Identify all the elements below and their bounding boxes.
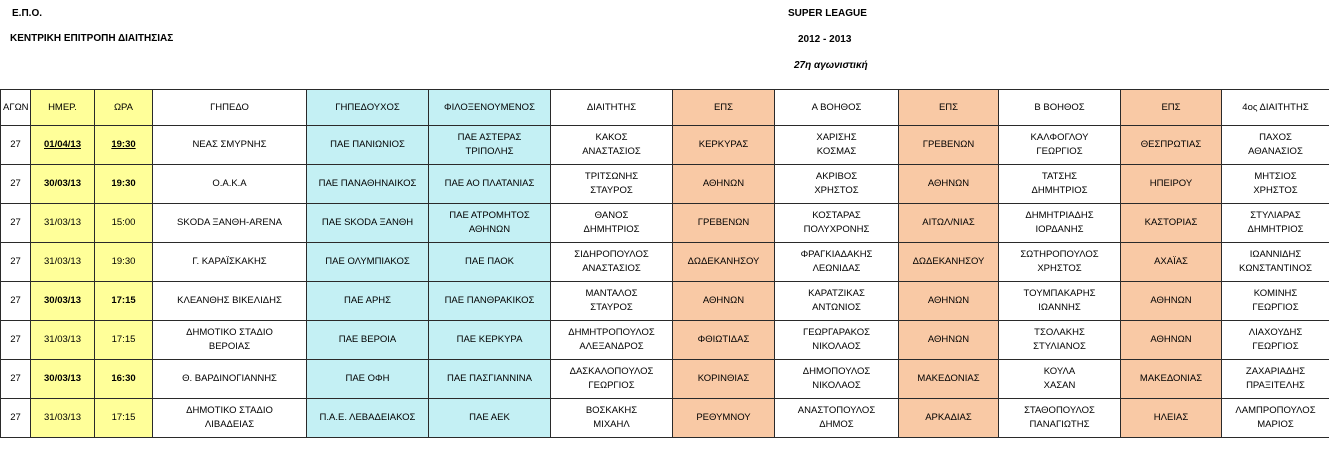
referee-eps-cell (673, 243, 775, 282)
home-team-cell (307, 165, 429, 204)
assistant1-line: ΧΡΗΣΤΟΣ (814, 185, 859, 196)
date-line: 31/03/13 (44, 412, 81, 424)
away-team-line: ΠΑΕ ΠΑΣΓΙΑΝΝΙΝΑ (446, 373, 532, 385)
home-team-line: ΠΑΕ ΟΛΥΜΠΙΑΚΟΣ (325, 256, 410, 268)
referee-eps-line: ΓΡΕΒΕΝΩΝ (697, 217, 750, 229)
fourth-official-line: ΑΘΑΝΑΣΙΟΣ (1248, 146, 1303, 157)
away-team-line: ΠΑΕ ΠΑΝΘΡΑΚΙΚΟΣ (444, 295, 535, 307)
referee-eps-cell (673, 360, 775, 399)
assistant1-eps-cell (899, 243, 999, 282)
assistant2-line: ΓΕΩΡΓΙΟΣ (1036, 146, 1083, 157)
table-row (1, 321, 1329, 360)
fourth-official-line: ΜΗΤΣΙΟΣ (1254, 171, 1297, 183)
home-team-line: ΠΑΕ ΠΑΝΙΩΝΙΟΣ (330, 139, 405, 151)
fourth-official-cell (1222, 126, 1329, 165)
home-team-line: ΠΑΕ ΠΑΝΑΘΗΝΑΙΚΟΣ (318, 178, 417, 190)
assistant1-eps-line: ΑΡΚΑΔΙΑΣ (925, 412, 972, 424)
away-team-line: ΠΑΕ ΑΣΤΕΡΑΣ (457, 132, 522, 144)
time-line: 17:15 (111, 412, 136, 424)
referee-eps-cell (673, 321, 775, 360)
assistant1-line: ΝΙΚΟΛΑΟΣ (812, 341, 861, 352)
table-row (1, 399, 1329, 438)
assistant2-eps-cell (1121, 399, 1222, 438)
time-line: 17:15 (111, 295, 136, 307)
round-cell (1, 204, 31, 243)
date-cell (31, 126, 95, 165)
assistant2-eps-cell (1121, 243, 1222, 282)
date-cell (31, 243, 95, 282)
fourth-official-line: ΙΩΑΝΝΙΔΗΣ (1249, 249, 1302, 261)
table-row (1, 360, 1329, 399)
round-cell (1, 126, 31, 165)
assistant2-line: ΤΣΟΛΑΚΗΣ (1034, 327, 1085, 339)
away-team-cell (429, 360, 551, 399)
home-team-line: ΠΑΕ SKODA ΞΑΝΘΗ (321, 217, 414, 229)
assistant1-eps-line: ΑΘΗΝΩΝ (927, 178, 970, 190)
header-away-team: ΦΙΛΟΞΕΝΟΥΜΕΝΟΣ (429, 90, 551, 126)
assistant2-cell (999, 126, 1121, 165)
assistant2-eps-cell (1121, 204, 1222, 243)
time-cell (95, 321, 153, 360)
round-line: 27 (10, 412, 21, 424)
assistant2-cell (999, 399, 1121, 438)
time-cell (95, 126, 153, 165)
table-row (1, 126, 1329, 165)
assistant2-eps-line: ΗΛΕΙΑΣ (1153, 412, 1189, 424)
assistant1-line: ΔΗΜΟΣ (819, 419, 854, 430)
home-team-cell (307, 399, 429, 438)
away-team-cell (429, 243, 551, 282)
assistant2-eps-cell (1121, 126, 1222, 165)
referee-eps-line: ΡΕΘΥΜΝΟΥ (696, 412, 751, 424)
fourth-official-line: ΜΑΡΙΟΣ (1257, 419, 1294, 430)
date-line: 31/03/13 (44, 256, 81, 268)
assistant1-line: ΑΝΑΣΤΟΠΟΥΛΟΣ (797, 405, 876, 417)
referee-eps-line: ΚΟΡΙΝΘΙΑΣ (697, 373, 750, 385)
round-line: 27 (10, 217, 21, 229)
stadium-cell (153, 360, 307, 399)
table-row (1, 243, 1329, 282)
round-cell (1, 165, 31, 204)
header-referee: ΔΙΑΙΤΗΤΗΣ (551, 90, 673, 126)
referee-cell (551, 399, 673, 438)
fourth-official-cell (1222, 321, 1329, 360)
assistant1-cell (775, 204, 899, 243)
assistant1-eps-line: ΔΩΔΕΚΑΝΗΣΟΥ (912, 256, 985, 268)
assistant1-cell (775, 165, 899, 204)
referee-eps-line: ΑΘΗΝΩΝ (702, 295, 745, 307)
away-team-cell (429, 321, 551, 360)
referee-cell (551, 282, 673, 321)
away-team-cell (429, 204, 551, 243)
time-line: 19:30 (111, 139, 136, 151)
assistant2-cell (999, 204, 1121, 243)
referee-line: ΤΡΙΤΣΩΝΗΣ (584, 171, 639, 183)
time-line: 15:00 (111, 217, 136, 229)
referee-line: ΑΝΑΣΤΑΣΙΟΣ (582, 146, 641, 157)
stadium-line: ΝΕΑΣ ΣΜΥΡΝΗΣ (192, 139, 267, 151)
round-line: 27 (10, 139, 21, 151)
referee-line: ΔΗΜΗΤΡΟΠΟΥΛΟΣ (568, 327, 655, 339)
fourth-official-cell (1222, 243, 1329, 282)
assistant2-eps-cell (1121, 282, 1222, 321)
referee-line: ΑΛΕΞΑΝΔΡΟΣ (579, 341, 644, 352)
header-date: ΗΜΕΡ. (31, 90, 95, 126)
referee-line: ΚΑΚΟΣ (595, 132, 628, 144)
away-team-line: ΠΑΕ ΑΟ ΠΛΑΤΑΝΙΑΣ (444, 178, 535, 190)
assistant2-eps-line: ΗΠΕΙΡΟΥ (1149, 178, 1193, 190)
assistant2-eps-line: ΑΘΗΝΩΝ (1150, 295, 1192, 307)
date-cell (31, 399, 95, 438)
referee-eps-line: ΚΕΡΚΥΡΑΣ (698, 139, 749, 151)
round-line: 27 (10, 334, 21, 346)
referee-cell (551, 204, 673, 243)
stadium-cell (153, 165, 307, 204)
away-team-line: ΠΑΕ ΑΤΡΟΜΗΤΟΣ (449, 210, 530, 222)
header-fourth-official: 4ος ΔΙΑΙΤΗΤΗΣ (1222, 90, 1329, 126)
assistant2-line: ΤΟΥΜΠΑΚΑΡΗΣ (1023, 288, 1096, 300)
referee-eps-line: ΦΘΙΩΤΙΔΑΣ (697, 334, 750, 346)
home-team-cell (307, 360, 429, 399)
assistant2-cell (999, 243, 1121, 282)
stadium-line: ΔΗΜΟΤΙΚΟ ΣΤΑΔΙΟ (186, 405, 273, 417)
time-cell (95, 165, 153, 204)
assistant1-cell (775, 399, 899, 438)
assistant1-eps-cell (899, 360, 999, 399)
assistant2-line: ΧΑΣΑΝ (1043, 380, 1076, 391)
fourth-official-line: ΓΕΩΡΓΙΟΣ (1252, 302, 1299, 313)
assistant2-eps-cell (1121, 321, 1222, 360)
referee-cell (551, 165, 673, 204)
assistant1-cell (775, 126, 899, 165)
time-line: 19:30 (111, 256, 136, 268)
stadium-cell (153, 126, 307, 165)
assistant2-cell (999, 282, 1121, 321)
date-line: 30/03/13 (44, 178, 81, 190)
assistant1-eps-line: ΑΘΗΝΩΝ (927, 334, 970, 346)
assistant2-cell (999, 321, 1121, 360)
assistant2-line: ΚΟΥΛΑ (1043, 366, 1076, 378)
date-line: 01/04/13 (44, 139, 81, 151)
header-assistant2: Β ΒΟΗΘΟΣ (999, 90, 1121, 126)
fourth-official-cell (1222, 165, 1329, 204)
referee-line: ΒΟΣΚΑΚΗΣ (585, 405, 638, 417)
away-team-line: ΑΘΗΝΩΝ (468, 224, 511, 235)
home-team-line: ΠΑΕ ΑΡΗΣ (343, 295, 392, 307)
time-cell (95, 204, 153, 243)
away-team-cell (429, 282, 551, 321)
referee-line: ΣΤΑΥΡΟΣ (590, 302, 633, 313)
referee-eps-cell (673, 126, 775, 165)
header-assistant2-eps: ΕΠΣ (1121, 90, 1222, 126)
assistant2-eps-line: ΘΕΣΠΡΩΤΙΑΣ (1140, 139, 1202, 151)
assistant1-eps-cell (899, 126, 999, 165)
round-cell (1, 243, 31, 282)
fourth-official-line: ΓΕΩΡΓΙΟΣ (1252, 341, 1299, 352)
assistant2-eps-line: ΜΑΚΕΔΟΝΙΑΣ (1139, 373, 1203, 385)
away-team-cell (429, 399, 551, 438)
time-cell (95, 360, 153, 399)
stadium-cell (153, 399, 307, 438)
assistant2-line: ΧΡΗΣΤΟΣ (1037, 263, 1082, 274)
assistant2-line: ΣΤΑΘΟΠΟΥΛΟΣ (1024, 405, 1095, 417)
away-team-line: ΠΑΕ ΑΕΚ (469, 412, 510, 424)
home-team-cell (307, 243, 429, 282)
assistant1-line: ΔΗΜΟΠΟΥΛΟΣ (802, 366, 871, 378)
assistant1-line: ΠΟΛΥΧΡΟΝΗΣ (803, 224, 870, 235)
referee-cell (551, 126, 673, 165)
assistant2-line: ΣΤΥΛΙΑΝΟΣ (1033, 341, 1086, 352)
assistant1-eps-line: ΑΙΤΩΛ/ΝΙΑΣ (922, 217, 975, 229)
header-assistant1-eps: ΕΠΣ (899, 90, 999, 126)
stadium-cell (153, 243, 307, 282)
assistant1-line: ΚΟΣΤΑΡΑΣ (812, 210, 861, 222)
fourth-official-line: ΚΟΜΙΝΗΣ (1253, 288, 1298, 300)
referee-line: ΣΙΔΗΡΟΠΟΥΛΟΣ (574, 249, 649, 261)
referee-cell (551, 243, 673, 282)
assistant2-line: ΚΑΛΦΟΓΛΟΥ (1030, 132, 1089, 144)
assistant1-eps-cell (899, 204, 999, 243)
time-cell (95, 282, 153, 321)
assistant2-cell (999, 165, 1121, 204)
round-line: 27 (10, 373, 21, 385)
away-team-line: ΤΡΙΠΟΛΗΣ (465, 146, 514, 157)
referee-line: ΓΕΩΡΓΙΟΣ (588, 380, 635, 391)
league-title: SUPER LEAGUE (788, 8, 867, 19)
assistant1-cell (775, 321, 899, 360)
referee-cell (551, 321, 673, 360)
assistant2-cell (999, 360, 1121, 399)
assistant1-line: ΦΡΑΓΚΙΑΔΑΚΗΣ (800, 249, 873, 261)
assistant2-line: ΙΩΑΝΝΗΣ (1038, 302, 1081, 313)
table-header-row (1, 90, 1329, 126)
assistant1-eps-cell (899, 321, 999, 360)
referee-eps-cell (673, 399, 775, 438)
round-cell (1, 282, 31, 321)
referee-eps-cell (673, 282, 775, 321)
home-team-line: ΠΑΕ ΒΕΡΟΙΑ (338, 334, 397, 346)
away-team-cell (429, 165, 551, 204)
referee-eps-cell (673, 204, 775, 243)
referee-line: ΑΝΑΣΤΑΣΙΟΣ (582, 263, 641, 274)
fourth-official-line: ΧΡΗΣΤΟΣ (1253, 185, 1298, 196)
stadium-line: ΚΛΕΑΝΘΗΣ ΒΙΚΕΛΙΔΗΣ (177, 295, 282, 307)
away-team-line: ΠΑΕ ΠΑΟΚ (465, 256, 514, 268)
round-cell (1, 321, 31, 360)
assistant2-eps-line: ΑΧΑΪΑΣ (1154, 256, 1188, 268)
assistant1-eps-cell (899, 282, 999, 321)
date-cell (31, 321, 95, 360)
referee-line: ΔΑΣΚΑΛΟΠΟΥΛΟΣ (569, 366, 654, 378)
assistant1-line: ΑΝΤΩΝΙΟΣ (812, 302, 861, 313)
away-team-cell (429, 126, 551, 165)
home-team-cell (307, 321, 429, 360)
assistant2-eps-line: ΚΑΣΤΟΡΙΑΣ (1144, 217, 1198, 229)
table-row (1, 282, 1329, 321)
header-referee-eps: ΕΠΣ (673, 90, 775, 126)
round-cell (1, 360, 31, 399)
fourth-official-line: ΠΡΑΞΙΤΕΛΗΣ (1246, 380, 1305, 391)
stadium-cell (153, 204, 307, 243)
header-round: ΑΓΩΝ (1, 90, 31, 126)
time-cell (95, 399, 153, 438)
time-line: 16:30 (111, 373, 136, 385)
assistant2-eps-cell (1121, 360, 1222, 399)
date-line: 30/03/13 (44, 373, 81, 385)
assistant2-line: ΔΗΜΗΤΡΙΑΔΗΣ (1025, 210, 1094, 222)
round-cell (1, 399, 31, 438)
stadium-line: ΛΙΒΑΔΕΙΑΣ (204, 419, 255, 430)
fourth-official-line: ΠΑΧΟΣ (1259, 132, 1292, 144)
assistant1-eps-line: ΑΘΗΝΩΝ (927, 295, 970, 307)
referee-line: ΣΤΑΥΡΟΣ (590, 185, 633, 196)
stadium-line: Γ. ΚΑΡΑΪΣΚΑΚΗΣ (192, 256, 267, 268)
home-team-line: ΠΑΕ ΟΦΗ (345, 373, 390, 385)
assistant1-cell (775, 243, 899, 282)
stadium-line: SKODA ΞΑΝΘΗ-ARENA (177, 217, 282, 229)
committee-title: ΚΕΝΤΡΙΚΗ ΕΠΙΤΡΟΠΗ ΔΙΑΙΤΗΣΙΑΣ (10, 33, 174, 44)
assistant2-eps-line: ΑΘΗΝΩΝ (1150, 334, 1192, 346)
home-team-line: Π.Α.Ε. ΛΕΒΑΔΕΙΑΚΟΣ (319, 412, 416, 424)
fixtures-table (0, 89, 1329, 438)
date-line: 31/03/13 (44, 217, 81, 229)
assistant2-line: ΤΑΤΣΗΣ (1041, 171, 1078, 183)
referee-eps-line: ΔΩΔΕΚΑΝΗΣΟΥ (687, 256, 760, 268)
round-label: 27η αγωνιστική (794, 60, 868, 71)
assistant2-line: ΔΗΜΗΤΡΙΟΣ (1031, 185, 1088, 196)
date-cell (31, 360, 95, 399)
round-line: 27 (10, 256, 21, 268)
header-assistant1: Α ΒΟΗΘΟΣ (775, 90, 899, 126)
fourth-official-line: ΣΤΥΛΙΑΡΑΣ (1250, 210, 1301, 222)
round-line: 27 (10, 178, 21, 190)
assistant1-eps-line: ΜΑΚΕΔΟΝΙΑΣ (917, 373, 980, 385)
referee-cell (551, 360, 673, 399)
date-line: 31/03/13 (44, 334, 81, 346)
assistant2-line: ΣΩΤΗΡΟΠΟΥΛΟΣ (1020, 249, 1099, 261)
stadium-line: Ο.Α.Κ.Α (212, 178, 247, 190)
fourth-official-line: ΖΑΧΑΡΙΑΔΗΣ (1245, 366, 1306, 378)
stadium-line: ΔΗΜΟΤΙΚΟ ΣΤΑΔΙΟ (186, 327, 273, 339)
org-title: Ε.Π.Ο. (12, 8, 43, 19)
assistant1-line: ΛΕΩΝΙΔΑΣ (812, 263, 861, 274)
assistant1-line: ΓΕΩΡΓΑΡΑΚΟΣ (803, 327, 870, 339)
round-line: 27 (10, 295, 21, 307)
assistant1-eps-cell (899, 399, 999, 438)
time-line: 17:15 (111, 334, 136, 346)
stadium-cell (153, 282, 307, 321)
home-team-cell (307, 204, 429, 243)
fourth-official-cell (1222, 282, 1329, 321)
referee-line: ΜΑΝΤΑΛΟΣ (585, 288, 638, 300)
table-row (1, 165, 1329, 204)
fourth-official-line: ΛΙΑΧΟΥΔΗΣ (1248, 327, 1303, 339)
header-stadium: ΓΗΠΕΔΟ (153, 90, 307, 126)
assistant1-line: ΚΟΣΜΑΣ (816, 146, 857, 157)
assistant1-cell (775, 282, 899, 321)
date-cell (31, 282, 95, 321)
stadium-cell (153, 321, 307, 360)
assistant1-line: ΧΑΡΙΣΗΣ (816, 132, 857, 144)
header-time: ΩΡΑ (95, 90, 153, 126)
stadium-line: ΒΕΡΟΙΑΣ (208, 341, 251, 352)
date-cell (31, 204, 95, 243)
date-cell (31, 165, 95, 204)
referee-line: ΜΙΧΑΗΛ (593, 419, 630, 430)
fourth-official-line: ΚΩΝΣΤΑΝΤΙΝΟΣ (1238, 263, 1313, 274)
assistant1-cell (775, 360, 899, 399)
home-team-cell (307, 126, 429, 165)
assistant2-line: ΙΟΡΔΑΝΗΣ (1035, 224, 1084, 235)
time-cell (95, 243, 153, 282)
table-row (1, 204, 1329, 243)
fourth-official-line: ΛΑΜΠΡΟΠΟΥΛΟΣ (1235, 405, 1316, 417)
referee-line: ΔΗΜΗΤΡΙΟΣ (583, 224, 640, 235)
assistant1-eps-cell (899, 165, 999, 204)
assistant2-eps-cell (1121, 165, 1222, 204)
assistant2-line: ΠΑΝΑΓΙΩΤΗΣ (1029, 419, 1090, 430)
away-team-line: ΠΑΕ ΚΕΡΚΥΡΑ (456, 334, 523, 346)
season-label: 2012 - 2013 (798, 34, 852, 45)
assistant1-line: ΚΑΡΑΤΖΙΚΑΣ (808, 288, 865, 300)
fourth-official-line: ΔΗΜΗΤΡΙΟΣ (1247, 224, 1304, 235)
fourth-official-cell (1222, 204, 1329, 243)
time-line: 19:30 (111, 178, 136, 190)
referee-eps-line: ΑΘΗΝΩΝ (702, 178, 745, 190)
date-line: 30/03/13 (44, 295, 81, 307)
referee-line: ΘΑΝΟΣ (594, 210, 629, 222)
fourth-official-cell (1222, 360, 1329, 399)
header-home-team: ΓΗΠΕΔΟΥΧΟΣ (307, 90, 429, 126)
assistant1-line: ΝΙΚΟΛΑΟΣ (812, 380, 861, 391)
referee-eps-cell (673, 165, 775, 204)
assistant1-eps-line: ΓΡΕΒΕΝΩΝ (922, 139, 975, 151)
stadium-line: Θ. ΒΑΡΔΙΝΟΓΙΑΝΝΗΣ (182, 373, 277, 385)
fourth-official-cell (1222, 399, 1329, 438)
home-team-cell (307, 282, 429, 321)
assistant1-line: ΑΚΡΙΒΟΣ (815, 171, 858, 183)
